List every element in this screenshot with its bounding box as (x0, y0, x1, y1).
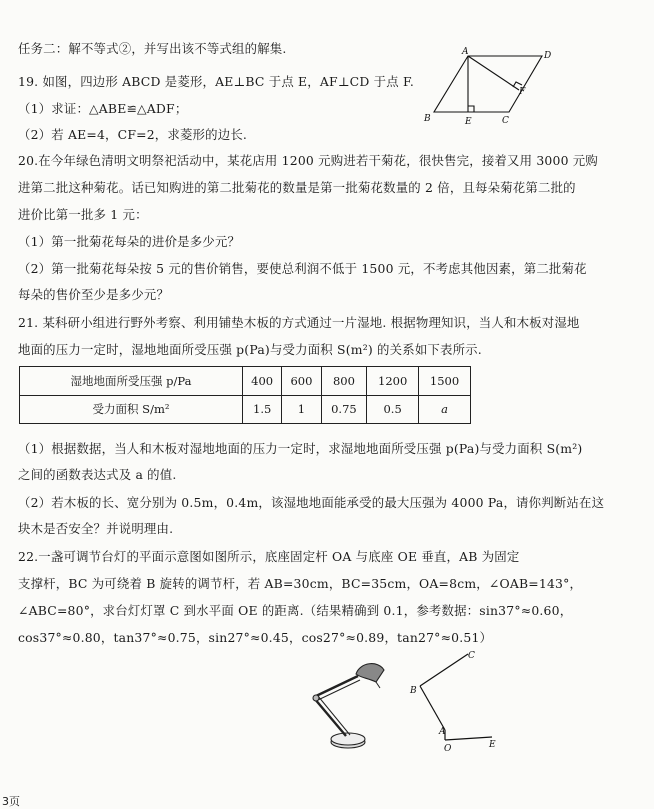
table-cell: 1500 (419, 367, 471, 396)
rhombus-label-a: A (462, 47, 469, 57)
table-cell: 400 (243, 367, 282, 396)
q21-part2-2: 块木是否安全？并说明理由. (18, 521, 174, 536)
q21-part1-1: （1）根据数据，当人和木板对湿地地面的压力一定时，求湿地地面所受压强 p(Pa)与受力面积 S(m²) (18, 441, 583, 456)
q20-part2-2: 每朵的售价至少是多少元？ (18, 287, 170, 302)
rhombus-figure (418, 46, 558, 130)
q20-stem-1: 20.在今年绿色清明文明祭祀活动中，某花店用 1200 元购进若干菊花，很快售完，接着又用 3000 元购 (18, 153, 598, 168)
q22-stem-2: 支撑杆，BC 为可绕着 B 旋转的调节杆，若 AB=30cm，BC=35cm，OA=8cm，∠OAB=143°， (18, 576, 583, 591)
rhombus-label-b: B (424, 114, 431, 124)
table-cell: 湿地地面所受压强 p/Pa (20, 367, 243, 396)
table-row (20, 367, 471, 396)
table-cell: a (419, 395, 471, 424)
table-row (20, 395, 471, 424)
rhombus-label-c: C (502, 116, 509, 126)
lamp-label-o: O (444, 744, 452, 752)
table-cell: 0.5 (367, 395, 419, 424)
q19-stem: 19. 如图，四边形 ABCD 是菱形，AE⊥BC 于点 E，AF⊥CD 于点 F. (18, 74, 414, 89)
lamp-label-b: B (410, 686, 417, 696)
rhombus-label-e: E (465, 117, 472, 127)
task-two-line: 任务二：解不等式②，并写出该不等式组的解集. (18, 41, 287, 56)
pressure-area-table (19, 366, 471, 424)
table-cell: 1 (282, 395, 321, 424)
q20-part2-1: （2）第一批菊花每朵按 5 元的售价销售，要使总利润不低于 1500 元，不考虑其他因素，第二批菊花 (18, 261, 587, 276)
q21-stem-2: 地面的压力一定时，湿地地面所受压强 p(Pa)与受力面积 S(m²) 的关系如下表所示. (18, 342, 482, 357)
rhombus-label-d: D (544, 51, 552, 61)
table-cell: 1.5 (243, 395, 282, 424)
q22-stem-1: 22.一盏可调节台灯的平面示意图如图所示，底座固定杆 OA 与底座 OE 垂直，AB 为固定 (18, 549, 520, 564)
table-cell: 800 (321, 367, 367, 396)
lamp-label-a: A (439, 727, 446, 737)
table-cell: 受力面积 S/m² (20, 395, 243, 424)
rhombus-label-f: F (519, 87, 526, 97)
q20-part1: （1）第一批菊花每朵的进价是多少元？ (18, 234, 241, 249)
q22-stem-4: cos37°≈0.80，tan37°≈0.75，sin27°≈0.45，cos27°≈0.89，tan27°≈0.51） (18, 630, 493, 645)
q21-part2-1: （2）若木板的长、宽分别为 0.5m，0.4m，该湿地地面能承受的最大压强为 4000 Pa，请你判断站在这 (18, 495, 605, 510)
table-cell: 600 (282, 367, 321, 396)
q19-part1: （1）求证：△ABE≌△ADF； (18, 101, 188, 116)
table-cell: 1200 (367, 367, 419, 396)
table-cell: 0.75 (321, 395, 367, 424)
desk-lamp-illustration (306, 658, 394, 754)
lamp-label-e: E (489, 740, 496, 750)
q21-part1-2: 之间的函数表达式及 a 的值. (18, 467, 177, 482)
q20-stem-3: 进价比第一批多 1 元： (18, 207, 148, 222)
q22-stem-3: ∠ABC=80°，求台灯灯罩 C 到水平面 OE 的距离.（结果精确到 0.1，参考数据：sin37°≈0.60， (18, 603, 573, 618)
page-number: 3页 (2, 795, 20, 808)
q20-stem-2: 进第二批这种菊花。话已知购进的第二批菊花的数量是第一批菊花数量的 2 倍，且每朵菊花第二批的 (18, 180, 576, 195)
q21-stem-1: 21. 某科研小组进行野外考察、利用铺垫木板的方式通过一片湿地. 根据物理知识，当人和木板对湿地 (18, 315, 580, 330)
lamp-label-c: C (468, 651, 475, 661)
q19-part2: （2）若 AE=4，CF=2，求菱形的边长. (18, 127, 248, 142)
lamp-schematic (408, 648, 504, 752)
